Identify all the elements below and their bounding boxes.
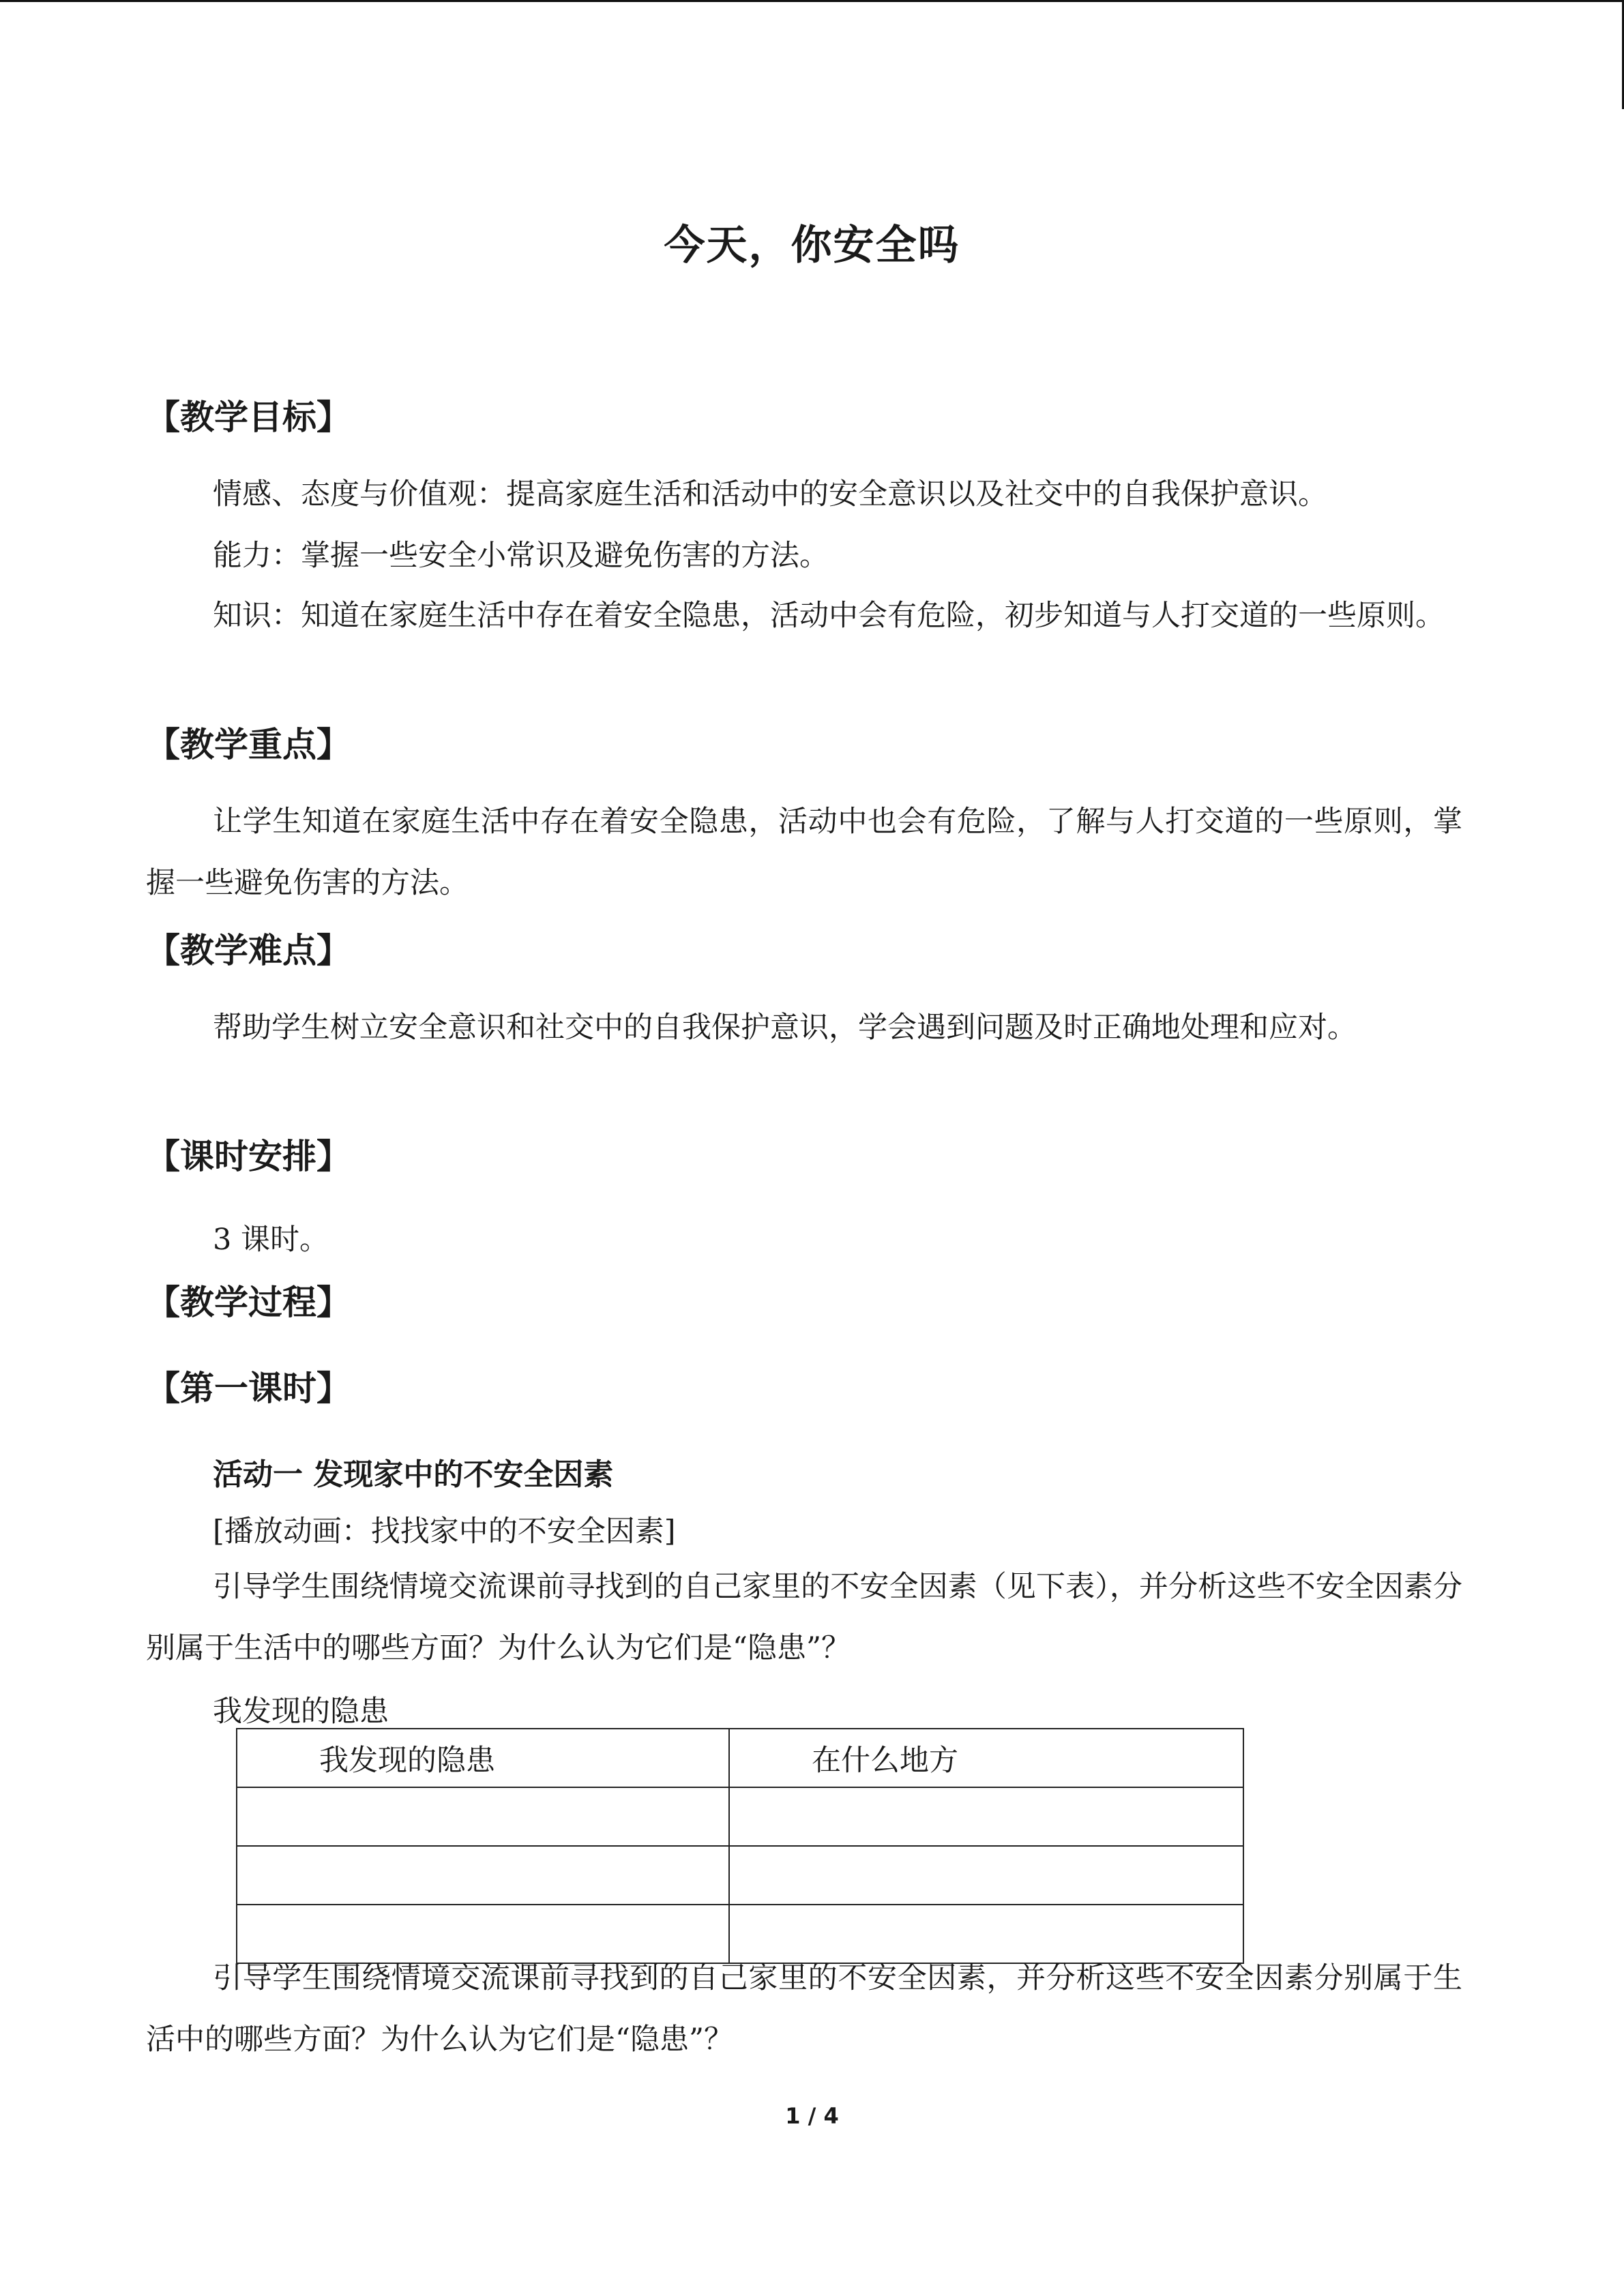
activity-title: 活动一 发现家中的不安全因素 (213, 1457, 614, 1492)
table-header-row (237, 1729, 1243, 1787)
table-row (237, 1787, 1243, 1846)
animation-note: [播放动画：找找家中的不安全因素] (213, 1515, 676, 1549)
guide-text-2: 引导学生围绕情境交流课前寻找到的自己家里的不安全因素，并分析这些不安全因素分别属于生活中的哪些方面？为什么认为它们是“隐患”？ (146, 1961, 1462, 2057)
table-header-location: 在什么地方 (729, 1729, 1243, 1787)
process-heading: 【教学过程】 (146, 1283, 351, 1322)
document-title: 今天，你安全吗 (664, 222, 960, 269)
schedule-heading: 【课时安排】 (146, 1137, 351, 1176)
table-caption: 我发现的隐患 (213, 1695, 389, 1729)
table-header-hazard: 我发现的隐患 (237, 1729, 729, 1787)
objectives-heading: 【教学目标】 (146, 398, 351, 437)
objectives-ability: 能力：掌握一些安全小常识及避免伤害的方法。 (213, 539, 829, 573)
table-cell-hazard (237, 1846, 729, 1905)
table-cell-location (729, 1787, 1243, 1846)
key-points-heading: 【教学重点】 (146, 725, 351, 764)
guide-text-1: 引导学生围绕情境交流课前寻找到的自己家里的不安全因素（见下表），并分析这些不安全因素分别属于生活中的哪些方面？为什么认为它们是“隐患”？ (146, 1570, 1462, 1665)
objectives-emotion: 情感、态度与价值观：提高家庭生活和活动中的安全意识以及社交中的自我保护意识。 (213, 477, 1327, 511)
hazards-table (236, 1728, 1244, 1964)
page-number: 1 / 4 (785, 2103, 839, 2129)
table-cell-location (729, 1846, 1243, 1905)
top-border-line (0, 0, 1624, 2)
difficulties-text: 帮助学生树立安全意识和社交中的自我保护意识，学会遇到问题及时正确地处理和应对。 (213, 1011, 1357, 1045)
difficulties-heading: 【教学难点】 (146, 931, 351, 970)
schedule-text: 3 课时。 (213, 1223, 329, 1257)
objectives-knowledge: 知识：知道在家庭生活中存在着安全隐患，活动中会有危险，初步知道与人打交道的一些原则。 (213, 599, 1445, 633)
table-cell-hazard (237, 1787, 729, 1846)
table-row (237, 1846, 1243, 1905)
key-points-text: 让学生知道在家庭生活中存在着安全隐患，活动中也会有危险，了解与人打交道的一些原则，掌握一些避免伤害的方法。 (146, 805, 1462, 900)
lesson1-heading: 【第一课时】 (146, 1369, 351, 1408)
